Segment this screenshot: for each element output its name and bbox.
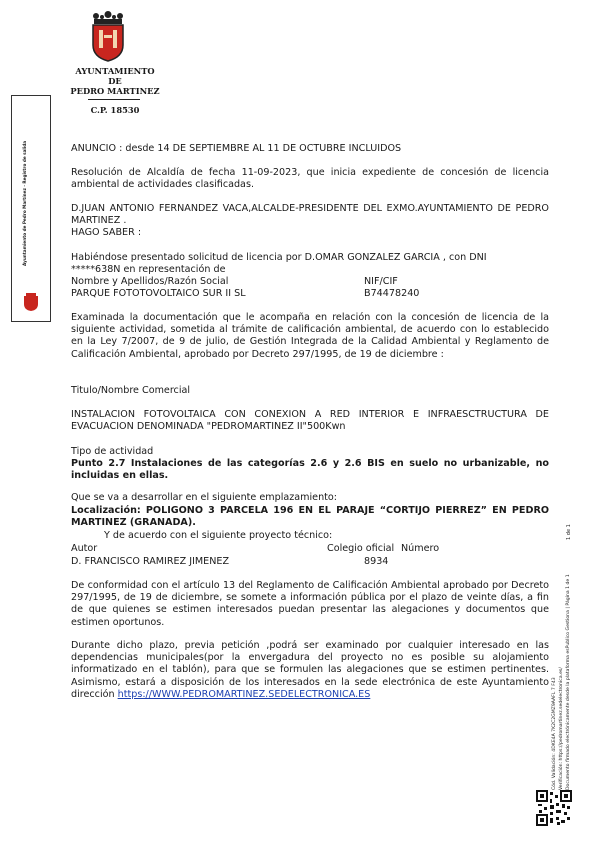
page-mark: 1 de 1 — [566, 524, 572, 540]
announcement: ANUNCIO : desde 14 DE SEPTIEMBRE AL 11 DE OCTUBRE INCLUIDOS — [71, 143, 402, 154]
author-value: D. FRANCISCO RAMIREZ JIMENEZ — [71, 556, 230, 567]
sede-link[interactable]: https://WWW.PEDROMARTINEZ.SEDELECTRONICA.ES — [117, 688, 371, 700]
title-label: Titulo/Nombre Comercial — [71, 385, 191, 396]
hago-saber: HAGO SABER : — [71, 227, 142, 238]
name-label: Nombre y Apellidos/Razón Social — [71, 276, 229, 287]
coat-of-arms-icon — [86, 11, 130, 63]
author-label: Autor — [71, 543, 98, 554]
validation-code: Cód. Validación: 4DKE4A 7K2C2GMZ9AAFL 7 F43 — [552, 677, 557, 790]
number-label: Número — [401, 543, 440, 554]
header-rule — [88, 99, 140, 100]
activity-type-label: Tipo de actividad — [71, 446, 154, 457]
company-name: PARQUE FOTOTOVOLTAICO SUR II SL — [71, 288, 246, 299]
org-line1: AYUNTAMIENTO — [75, 66, 155, 76]
org-name — [60, 66, 170, 96]
during-text: Durante dicho plazo, previa petición ,podrá ser examinado por cualquier interesado en las dependencias municipales(por la envergadura del proyecto no es posible su alojamiento informatizado en el tablón), para que se formulen las alegaciones que se estimen pertinentes. Asimismo, estará a disposición de los interesados en la sede electrónica de este Ayuntamiento dirección — [71, 640, 549, 700]
company-nif: B74478240 — [364, 288, 420, 299]
project-intro: Y de acuerdo con el siguiente proyecto técnico: — [104, 530, 333, 541]
signature-note: Documento firmado electrónicamente desde la plataforma esPublico Gestiona | Página 1 de 1 — [566, 574, 571, 790]
org-line2: DE — [108, 76, 122, 86]
request-line1: Habiéndose presentado solicitud de licencia por D.OMAR GONZALEZ GARCIA , con DNI — [71, 252, 487, 263]
red-seal-icon — [22, 292, 40, 312]
college-label: Colegio oficial — [327, 543, 395, 554]
qr-code-icon — [536, 790, 572, 826]
location-value: Localización: POLIGONO 3 PARCELA 196 EN EL PARAJE “CORTIJO PIERREZ” EN PEDRO MARTINEZ (GRANADA). — [71, 505, 549, 529]
registry-box — [11, 95, 51, 322]
postal-code: C.P. 18530 — [90, 105, 140, 115]
activity-type-value: Punto 2.7 Instalaciones de las categorías 2.6 y 2.6 BIS en suelo no urbanizable, no incluidas en ellas. — [71, 458, 549, 482]
number-value: 8934 — [364, 556, 389, 567]
location-intro: Que se va a desarrollar en el siguiente emplazamiento: — [71, 492, 338, 503]
request-line2: *****638N en representación de — [71, 264, 226, 275]
verification-url: Verificación: https://pedromartinez.sedelectronica.es/ — [559, 667, 564, 790]
conformity-paragraph: De conformidad con el artículo 13 del Reglamento de Calificación Ambiental aprobado por Decreto 297/1995, de 19 de diciembre, se somete a información pública por el plazo de veinte días, a fin de que quienes se estimen interesados puedan presentar las alegaciones y documentos que estimen oportunos. — [71, 580, 549, 628]
resolution: Resolución de Alcaldía de fecha 11-09-2023, que inicia expediente de concesión de licencia ambiental de actividades clasificadas. — [71, 167, 549, 191]
nif-label: NIF/CIF — [364, 276, 398, 287]
org-line3: PEDRO MARTINEZ — [70, 86, 160, 96]
mayor-line: D.JUAN ANTONIO FERNANDEZ VACA,ALCALDE-PRESIDENTE DEL EXMO.AYUNTAMIENTO DE PEDRO MARTINEZ . — [71, 203, 549, 227]
examined-paragraph: Examinada la documentación que le acompaña en relación con la concesión de licencia de la siguiente actividad, sometida al trámite de calificación ambiental, de acuerdo con lo establecido en la Ley 7/2007, de 9 de julio, de Gestión Integrada de la Calidad Ambiental y Reglamento de Calificación Ambiental, aprobado por Decreto 297/1995, de 19 de diciembre : — [71, 312, 549, 360]
title-value: INSTALACION FOTOVOLTAICA CON CONEXION A RED INTERIOR E INFRAESCTRUCTURA DE EVACUACION DENOMINADA "PEDROMARTINEZ II"500Kwn — [71, 409, 549, 433]
registry-text: Ayuntamiento de Pedro Martínez · Registro de salida — [22, 140, 27, 266]
during-paragraph — [71, 640, 549, 701]
